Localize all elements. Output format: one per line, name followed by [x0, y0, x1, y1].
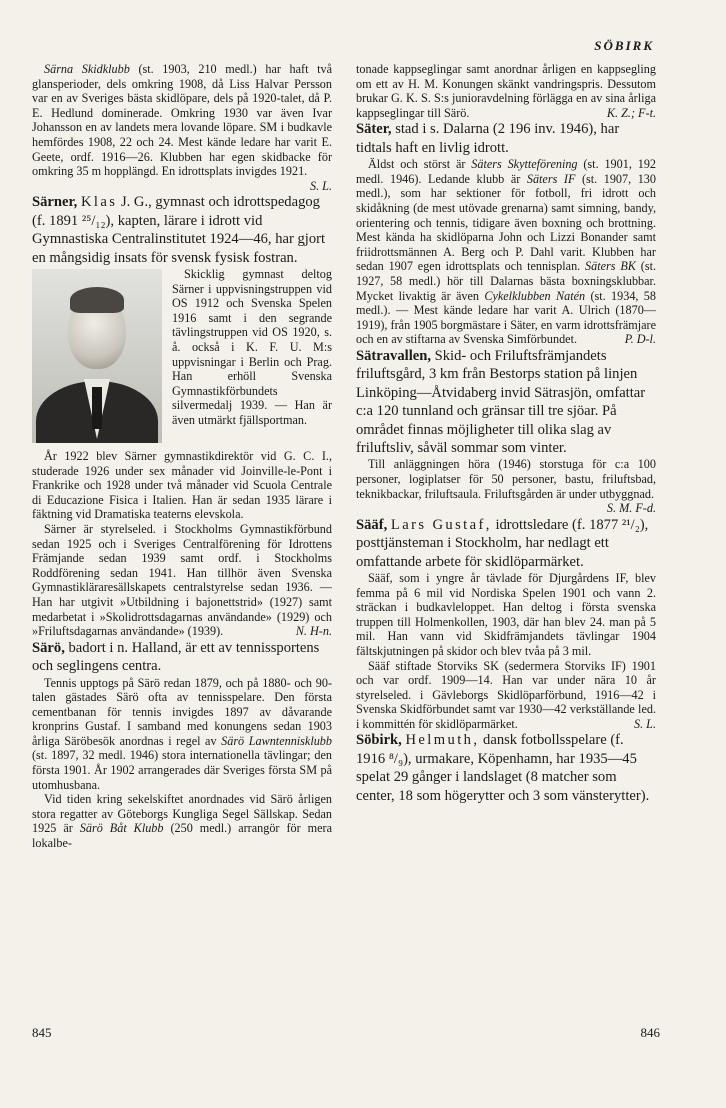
- headword: Särner,: [32, 194, 78, 211]
- sarner-entry-heading: [32, 193, 332, 267]
- entry-text: (st. 1907, 130 medl.), som har sektioner för fotboll, fri idrott och skidåkning (de mest utövade grenarna) samt simning, bandy, orientering och tennis, tidigare även boxning och brottning. Mest kända ha skidlöparna John och Lizzi Bonander samt friidrottsmännen A. Berg och P. Dahl varit. Klubben har sedan 1907 egen idrottsplats och tennisplan.: [356, 171, 656, 274]
- satravallen-entry-heading: [356, 347, 656, 457]
- author-signature: K. Z.; F-t.: [606, 105, 656, 120]
- saaf-paragraph: [356, 659, 656, 732]
- author-signature: N. H-n.: [295, 624, 332, 639]
- entry-text: badort i n. Halland, är ett av tennissportens och seglingens centra.: [32, 639, 320, 675]
- author-signature: S. L.: [633, 716, 656, 731]
- saro-paragraph: [32, 792, 332, 850]
- entry-text: Vid tiden kring sekelskiftet anordnades vid Särö årligen stora regatter av Göteborgs Kungliga Segel Sällskap. Sedan 1925 är: [32, 792, 332, 836]
- sarner-paragraph: År 1922 blev Särner gymnastikdirektör vid G. C. I., studerade 1926 under sex månader vid Joinville-le-Pont i Frankrike och 1928 under två månader vid Scuola Centrale di Educazione Fisica i Italien. Han är sedan 1935 lärare i fäktning vid Dramatiska teaterns elevskola.: [32, 448, 332, 522]
- headword: Söbirk,: [356, 732, 402, 749]
- saaf-entry-heading: [356, 516, 656, 571]
- portrait-photo: [32, 269, 162, 443]
- entry-text: (st. 1903, 210 medl.) har haft två glansperioder, dels omkring 1908, då Liss Halvar Persson var en av Sveriges bästa skidlöpare, dels på 1920-talet, då P. E. Hedlund dominerade. Omkring 1930 var även Ivar Johansson en av landets mera lovande löpare. SM i budkavle hemfördes 1908, 22 och 24. Mest kände ledare har varit E. Geete, ordf. 1916—26. Klubben har egen skidbacke för omkring 35 m hopplängd. En idrottsplats invigdes 1921.: [32, 62, 332, 179]
- entry-text: (st. 1927, 58 medl.) hör till Dalarnas bästa boxningsklubbar. Mycket livaktig är även: [356, 259, 657, 303]
- club-name: Cykelklubben Natén: [484, 288, 586, 303]
- author-signature: S. M. F-d.: [606, 501, 656, 516]
- sobirk-entry-heading: [356, 731, 656, 805]
- sarner-portrait: [32, 269, 162, 445]
- entry-text: (st. 1897, 32 medl. 1946) stora internationella tävlingar; den första 1901. År 1902 arrangerades där Sveriges första SM på utomhusbana.: [32, 748, 332, 792]
- headword: Särö,: [32, 639, 65, 656]
- sarner-paragraph: Skicklig gymnast deltog Särner i uppvisningstruppen vid OS 1912 och Svenska Spelen 1916 samt i den segrande tävlingstruppen vid OS 1920, s. å. också i K. F. U. M:s uppvisningar i Berlin och Prag. Han erhöll Svenska Gymnastikförbundets silvermedalj 1939. — Han är även utmärkt fjällsportman.: [172, 266, 332, 427]
- sater-entry-heading: [356, 120, 656, 157]
- entry-text: Sääf stiftade Storviks SK (sedermera Storviks IF) 1901 och var ordf. 1909—14. Han var under nära 10 år styrelseled. i Gävleborgs Skidlöparförbund, 1916—42 i Svenska Skidförbundet samt var 1930—42 verkställande led. i kommittén för skidlöparmärket.: [356, 658, 656, 731]
- entry-text: (250 medl.) arrangör för mera lokalbe-: [32, 821, 332, 851]
- entry-text: (st. 1934, 58 medl.). — Mest kände ledare har varit A. Ulrich (1870—1919), från 1905 borgmästare i Säter, en varm idrottsfrämjare och en av stiftarna av Svenska Simförbundet.: [356, 288, 656, 347]
- entry-text: Till anläggningen höra (1946) storstuga för c:a 100 personer, logiplatser för 50 personer, bastu, friluftsbad, teknikbackar, friluftsaula. Friluftsgården är under utbyggnad.: [356, 457, 656, 501]
- entry-text: Tennis upptogs på Särö redan 1879, och på 1880- och 90-talen gästades Särö ofta av tennisspelare. Den första cementbanan för tennis invigdes 1897 av dåvarande kronprins Gustaf. I samband med konungens sedan 1903 årliga Säröbesök anordnas i regel av: [32, 675, 332, 748]
- sater-paragraph: [356, 157, 656, 347]
- sarna-skidklubb-entry: [32, 62, 332, 193]
- club-name: Säters IF: [526, 171, 576, 186]
- page-number-right: 846: [640, 1025, 660, 1040]
- entry-text: tonade kappseglingar samt anordnar årligen en kappsegling om ett av H. M. Konungen skänkt vandringspris. Dessutom brukar G. K. S. S:s junioravdelning förlägga en av sina årliga kappseglingar till Särö.: [356, 62, 656, 120]
- club-name: Särna Skidklubb: [44, 62, 130, 76]
- entry-text: (st. 1901, 192 medl. 1946). Ledande klubb är: [356, 157, 656, 186]
- given-name: Klas: [80, 194, 118, 211]
- entry-text: Skid- och Friluftsfrämjandets friluftsgård, 3 km från Bestorps station på linjen Linköping—Åtvidaberg invid Sätrasjön, omfattar c:a 120 tunnland och gränsar till tre sjöar. På området finnas möjligheter till olika slag av friluftsliv, såväl sommar som vinter.: [356, 347, 646, 456]
- page-number-left: 845: [32, 1025, 52, 1040]
- saro-paragraph: [32, 676, 332, 793]
- author-signature: S. L.: [309, 178, 332, 193]
- entry-text: J. G., gymnast och idrottspedagog (f. 1891 ²⁵/₁₂), kapten, lärare i idrott vid Gymnastiska Centralinstitutet 1924—46, har gjort en mångsidig insats för svensk fysisk fostran.: [32, 194, 326, 266]
- entry-text: Äldst och störst är: [368, 157, 472, 172]
- running-head: SÖBIRK: [594, 38, 654, 53]
- saaf-paragraph: Sääf, som i yngre år tävlade för Djurgårdens IF, blev femma på 6 mil vid Nordiska Spelen 1901 och vann 2. sträckan i budkavleloppet. Han deltog i första svenska truppen till Holmenkollen, 1903, där han blev 24. man på 5 mil. Han vann vid Skidfrämjandets tävlingar 1904 fältskjutningen på skidor och blev tvåa på 3 mil.: [356, 570, 656, 658]
- saro-entry-heading: [32, 639, 332, 676]
- headword: Säter,: [356, 121, 392, 138]
- entry-text: Särner är styrelseled. i Stockholms Gymnastikförbund sedan 1925 och i Sveriges Centralförening för Idrottens Främjande sedan 1939 samt ordf. i Stockholms Roddförening sedan 1941. Han tillhör även Svenska Gymnastikläraresällskapets centralstyrelse sedan 1936. — Han har utgivit »Utbildning i bajonettstrid» (1927) samt medarbetat i »Skolidrottsdagarnas användande» (1929) och »Friluftsdagarnas användande» (1939).: [32, 521, 332, 639]
- saro-continuation: [356, 62, 656, 120]
- club-name: Särö Båt Klubb: [79, 821, 164, 836]
- author-signature: P. D-l.: [624, 332, 656, 347]
- given-name: Lars Gustaf,: [390, 516, 492, 533]
- entry-text: idrottsledare (f. 1877 ²¹/₂), posttjänsteman i Stockholm, har nedlagt ett omfattande arbete för skidlöparmärket.: [356, 516, 649, 570]
- sarner-paragraph: [32, 522, 332, 639]
- headword: Sääf,: [356, 516, 388, 533]
- left-column: [32, 62, 332, 851]
- right-column: [356, 62, 656, 805]
- given-name: Helmuth,: [405, 732, 480, 749]
- club-name: Särö Lawntennisklubb: [221, 733, 332, 748]
- satravallen-paragraph: [356, 457, 656, 516]
- headword: Sätravallen,: [356, 347, 431, 364]
- club-name: Säters BK: [585, 259, 636, 274]
- entry-text: dansk fotbollsspelare (f. 1916 ⁸/₉), urmakare, Köpenhamn, har 1935—45 spelat 29 gånger i landslaget (8 matcher som center, 18 som högerytter och 3 som vänsterytter).: [356, 732, 650, 804]
- entry-text: stad i s. Dalarna (2 196 inv. 1946), har tidtals haft en livlig idrott.: [356, 121, 620, 156]
- club-name: Säters Skytteförening: [471, 157, 578, 172]
